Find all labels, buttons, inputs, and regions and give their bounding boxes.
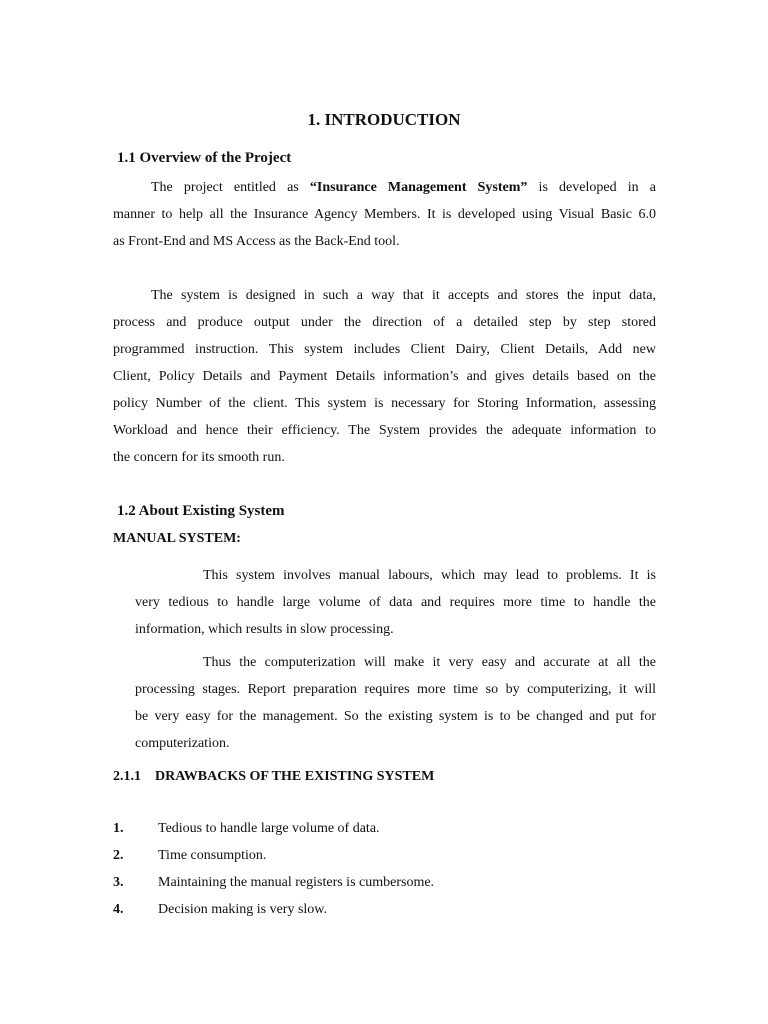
paragraph-line: be very easy for the management. So the existing system is to be changed and put for	[135, 709, 656, 724]
paragraph-line: This system involves manual labours, which may lead to problems. It is	[203, 568, 656, 583]
list-item-text: Maintaining the manual registers is cumbersome.	[158, 875, 435, 890]
page-title: 1. INTRODUCTION	[307, 110, 461, 129]
list-item-number: 1.	[113, 821, 124, 836]
section-1-1-heading: 1.1 Overview of the Project	[117, 150, 292, 166]
paragraph-line: Workload and hence their efficiency. The System provides the adequate information to	[113, 423, 656, 438]
list-item-text: Time consumption.	[158, 848, 267, 863]
overview-paragraph-1	[113, 174, 656, 255]
paragraph-line: Thus the computerization will make it very easy and accurate at all the	[203, 655, 656, 670]
paragraph-line: Client, Policy Details and Payment Details information’s and gives details based on the	[113, 369, 656, 384]
paragraph-line: programmed instruction. This system includes Client Dairy, Client Details, Add new	[113, 342, 656, 357]
list-item-number: 3.	[113, 875, 124, 890]
paragraph-line: The project entitled as “Insurance Management System” is developed in a	[151, 180, 656, 195]
project-name: “Insurance Management System”	[309, 180, 528, 195]
paragraph-line: as Front-End and MS Access as the Back-End tool.	[113, 234, 400, 249]
existing-system-paragraph-1	[135, 562, 656, 643]
existing-system-paragraph-2	[135, 649, 656, 757]
overview-paragraph-2	[113, 282, 656, 471]
manual-system-subheading: MANUAL SYSTEM:	[113, 531, 241, 546]
paragraph-line: policy Number of the client. This system is necessary for Storing Information, assessing	[113, 396, 656, 411]
list-item-number: 4.	[113, 902, 124, 917]
section-2-1-1-heading: 2.1.1 DRAWBACKS OF THE EXISTING SYSTEM	[113, 769, 435, 784]
paragraph-line: very tedious to handle large volume of data and requires more time to handle the	[135, 595, 656, 610]
paragraph-line: processing stages. Report preparation requires more time so by computerizing, it will	[135, 682, 656, 697]
paragraph-line: process and produce output under the direction of a detailed step by step stored	[113, 315, 656, 330]
section-1-2-heading: 1.2 About Existing System	[117, 503, 285, 519]
paragraph-line: The system is designed in such a way that it accepts and stores the input data,	[151, 288, 656, 303]
list-item-text: Decision making is very slow.	[158, 902, 328, 917]
paragraph-line: the concern for its smooth run.	[113, 450, 285, 465]
paragraph-line: computerization.	[135, 736, 230, 751]
list-item-text: Tedious to handle large volume of data.	[158, 821, 380, 836]
paragraph-line: information, which results in slow processing.	[135, 622, 394, 637]
paragraph-line: manner to help all the Insurance Agency Members. It is developed using Visual Basic 6.0	[113, 207, 656, 222]
list-item-number: 2.	[113, 848, 124, 863]
